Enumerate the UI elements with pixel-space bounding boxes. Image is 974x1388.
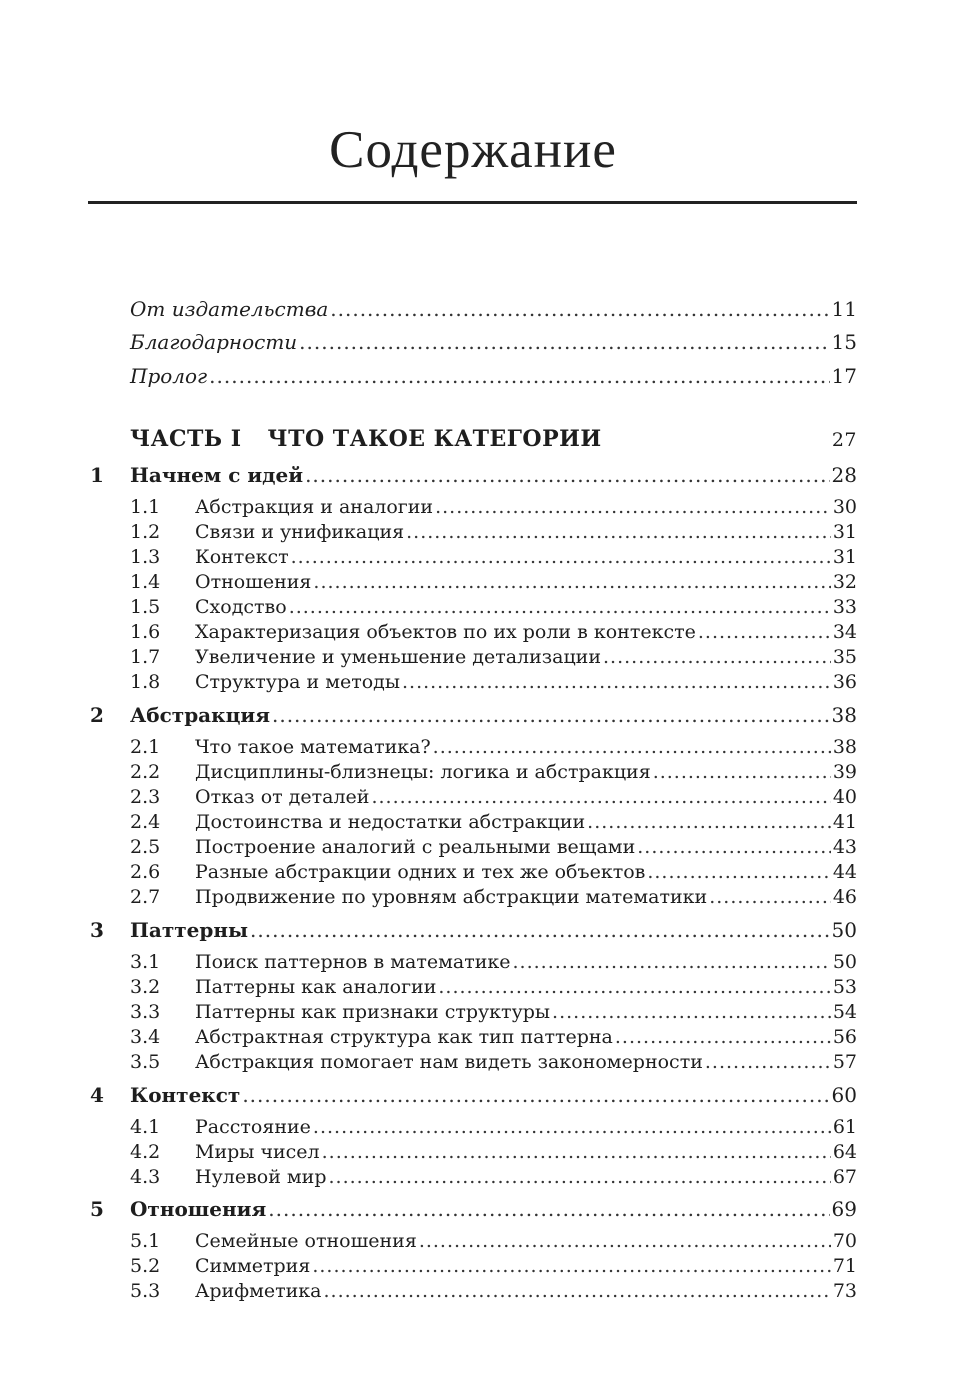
page-number: 39	[832, 761, 857, 783]
section-title: Абстракция помогает нам видеть закономерности	[195, 1051, 703, 1073]
section-title: Семейные отношения	[195, 1230, 417, 1252]
dot-leader	[402, 670, 831, 694]
section-title: Симметрия	[195, 1255, 311, 1277]
chapter-number: 4	[90, 1083, 104, 1107]
dot-leader	[615, 1025, 831, 1049]
dot-leader	[268, 1197, 829, 1221]
toc-section-entry	[88, 1279, 857, 1303]
page-number: 11	[831, 297, 857, 321]
page-number: 56	[832, 1026, 857, 1048]
section-title: Контекст	[195, 546, 289, 568]
dot-leader	[433, 735, 831, 759]
toc-section-entry	[88, 1165, 857, 1189]
page-number: 67	[832, 1166, 857, 1188]
part-label: ЧАСТЬ I	[130, 426, 242, 452]
section-title: Расстояние	[195, 1116, 311, 1138]
section-number: 4.3	[130, 1166, 161, 1188]
dot-leader	[709, 885, 831, 909]
section-title: Поиск паттернов в математике	[195, 951, 511, 973]
section-number: 4.2	[130, 1141, 161, 1163]
page-number: 30	[832, 496, 857, 518]
toc-section-entry	[88, 520, 857, 544]
toc-section-entry	[88, 1025, 857, 1049]
toc-section-entry	[88, 1000, 857, 1024]
section-title: Структура и методы	[195, 671, 400, 693]
section-title: Характеризация объектов по их роли в контексте	[195, 621, 696, 643]
toc-front-entry	[88, 364, 857, 388]
page-number: 36	[832, 671, 857, 693]
toc-section-entry	[88, 810, 857, 834]
toc-section-entry	[88, 645, 857, 669]
section-title: Что такое математика?	[195, 736, 431, 758]
page-number: 70	[832, 1230, 857, 1252]
toc-section-entry	[88, 1050, 857, 1074]
chapter-title: Паттерны	[130, 918, 249, 942]
toc-section-entry	[88, 1140, 857, 1164]
dot-leader	[299, 330, 829, 354]
section-number: 1.2	[130, 521, 161, 543]
page-number: 50	[831, 918, 857, 942]
toc-section-entry	[88, 670, 857, 694]
section-number: 2.5	[130, 836, 161, 858]
toc-section-entry	[88, 595, 857, 619]
page-number: 43	[832, 836, 857, 858]
dot-leader	[698, 620, 831, 644]
section-number: 1.6	[130, 621, 161, 643]
page-number: 46	[832, 886, 857, 908]
dot-leader	[552, 1000, 831, 1024]
section-number: 2.1	[130, 736, 161, 758]
section-number: 4.1	[130, 1116, 161, 1138]
toc-section-entry	[88, 620, 857, 644]
dot-leader	[242, 1083, 829, 1107]
toc-section-entry	[88, 1254, 857, 1278]
section-number: 1.8	[130, 671, 161, 693]
section-title: Нулевой мир	[195, 1166, 327, 1188]
section-title: Дисциплины-близнецы: логика и абстракция	[195, 761, 651, 783]
page-number: 54	[832, 1001, 857, 1023]
dot-leader	[435, 495, 831, 519]
dot-leader	[705, 1050, 831, 1074]
section-number: 2.4	[130, 811, 161, 833]
toc-section-entry	[88, 860, 857, 884]
dot-leader	[330, 297, 829, 321]
page-number: 57	[832, 1051, 857, 1073]
dot-leader	[313, 1115, 831, 1139]
section-number: 2.6	[130, 861, 161, 883]
section-title: Паттерны как аналогии	[195, 976, 437, 998]
dot-leader	[419, 1229, 831, 1253]
section-number: 1.4	[130, 571, 161, 593]
chapter-number: 3	[90, 918, 104, 942]
dot-leader	[312, 1254, 830, 1278]
toc-chapter-entry	[88, 1197, 857, 1221]
section-number: 3.4	[130, 1026, 161, 1048]
page-number: 60	[831, 1083, 857, 1107]
section-title: Миры чисел	[195, 1141, 320, 1163]
toc-front-entry	[88, 297, 857, 321]
page-number: 34	[832, 621, 857, 643]
toc-chapter-entry	[88, 1083, 857, 1107]
chapter-title: Контекст	[130, 1083, 241, 1107]
toc-section-entry	[88, 495, 857, 519]
section-title: Абстрактная структура как тип паттерна	[195, 1026, 613, 1048]
toc-section-entry	[88, 1229, 857, 1253]
page-number: 28	[831, 463, 857, 487]
page-number: 40	[832, 786, 857, 808]
section-number: 5.2	[130, 1255, 161, 1277]
section-number: 1.7	[130, 646, 161, 668]
dot-leader	[513, 950, 831, 974]
section-number: 2.2	[130, 761, 161, 783]
toc-chapter-entry	[88, 703, 857, 727]
page-title: Содержание	[329, 121, 617, 179]
toc-section-entry	[88, 885, 857, 909]
dot-leader	[305, 463, 829, 487]
chapter-number: 5	[90, 1197, 104, 1221]
entry-title: Пролог	[130, 364, 208, 388]
dot-leader	[289, 595, 831, 619]
chapter-number: 2	[90, 703, 104, 727]
section-number: 3.5	[130, 1051, 161, 1073]
page-number: 33	[832, 596, 857, 618]
section-title: Арифметика	[195, 1280, 322, 1302]
page-number: 38	[831, 703, 857, 727]
chapter-title: Отношения	[130, 1197, 267, 1221]
section-title: Связи и унификация	[195, 521, 405, 543]
section-number: 3.3	[130, 1001, 161, 1023]
dot-leader	[406, 520, 831, 544]
page-number: 41	[832, 811, 857, 833]
page-number: 50	[832, 951, 857, 973]
dot-leader	[438, 975, 830, 999]
toc-section-entry	[88, 545, 857, 569]
dot-leader	[322, 1140, 831, 1164]
chapter-number: 1	[90, 463, 104, 487]
dot-leader	[324, 1279, 831, 1303]
section-title: Построение аналогий с реальными вещами	[195, 836, 636, 858]
section-number: 5.1	[130, 1230, 161, 1252]
dot-leader	[637, 835, 831, 859]
toc-chapter-entry	[88, 463, 857, 487]
section-title: Сходство	[195, 596, 287, 618]
section-title: Разные абстракции одних и тех же объектов	[195, 861, 646, 883]
dot-leader	[313, 570, 830, 594]
section-title: Достоинства и недостатки абстракции	[195, 811, 586, 833]
section-number: 1.1	[130, 496, 161, 518]
dot-leader	[653, 760, 831, 784]
section-number: 2.3	[130, 786, 161, 808]
page-number: 69	[831, 1197, 857, 1221]
part-title	[130, 427, 602, 451]
section-number: 3.1	[130, 951, 161, 973]
page-number: 27	[831, 429, 857, 451]
toc-section-entry	[88, 950, 857, 974]
toc-section-entry	[88, 785, 857, 809]
toc-section-entry	[88, 760, 857, 784]
page-number: 64	[832, 1141, 857, 1163]
toc-part-heading	[88, 427, 857, 452]
dot-leader	[587, 810, 831, 834]
page-number: 71	[832, 1255, 857, 1277]
section-number: 2.7	[130, 886, 161, 908]
dot-leader	[209, 364, 829, 388]
dot-leader	[291, 545, 831, 569]
section-number: 5.3	[130, 1280, 161, 1302]
page-number: 17	[831, 364, 857, 388]
page-number: 31	[832, 546, 857, 568]
title-rule	[88, 201, 857, 204]
page-number: 38	[832, 736, 857, 758]
toc-chapter-entry	[88, 918, 857, 942]
dot-leader	[603, 645, 831, 669]
section-title: Паттерны как признаки структуры	[195, 1001, 551, 1023]
dot-leader	[250, 918, 830, 942]
dot-leader	[272, 703, 830, 727]
toc-section-entry	[88, 835, 857, 859]
entry-title: Благодарности	[130, 330, 298, 354]
dot-leader	[371, 785, 830, 809]
section-title: Продвижение по уровням абстракции математики	[195, 886, 708, 908]
page-number: 31	[832, 521, 857, 543]
toc-section-entry	[88, 570, 857, 594]
page-number: 53	[832, 976, 857, 998]
chapter-title: Абстракция	[130, 703, 270, 727]
toc-section-entry	[88, 735, 857, 759]
toc-front-entry	[88, 330, 857, 354]
section-number: 1.5	[130, 596, 161, 618]
page-number: 15	[831, 330, 857, 354]
dot-leader	[647, 860, 830, 884]
toc-section-entry	[88, 975, 857, 999]
section-title: Увеличение и уменьшение детализации	[195, 646, 602, 668]
dot-leader	[329, 1165, 831, 1189]
part-name: ЧТО ТАКОЕ КАТЕГОРИИ	[267, 426, 602, 452]
page-number: 44	[832, 861, 857, 883]
page-number: 35	[832, 646, 857, 668]
section-title: Отношения	[195, 571, 312, 593]
page-number: 32	[832, 571, 857, 593]
page-number: 61	[832, 1116, 857, 1138]
section-number: 3.2	[130, 976, 161, 998]
entry-title: От издательства	[130, 297, 329, 321]
section-title: Отказ от деталей	[195, 786, 370, 808]
page-number: 73	[832, 1280, 857, 1302]
toc-section-entry	[88, 1115, 857, 1139]
chapter-title: Начнем с идей	[130, 463, 304, 487]
section-number: 1.3	[130, 546, 161, 568]
section-title: Абстракция и аналогии	[195, 496, 434, 518]
